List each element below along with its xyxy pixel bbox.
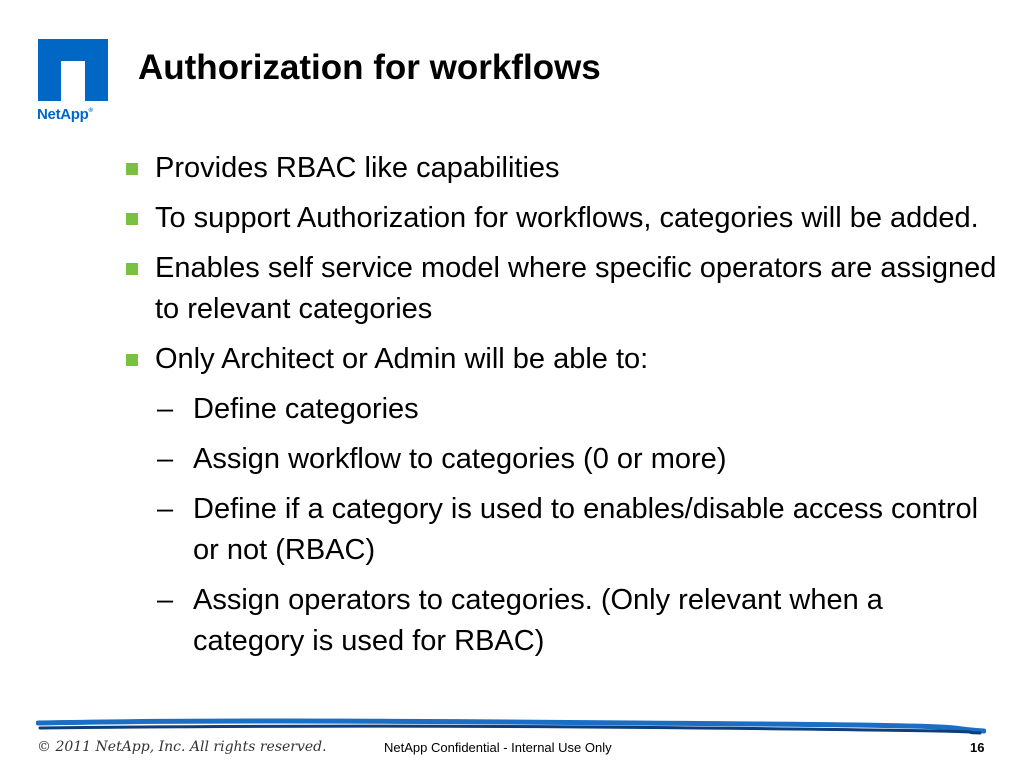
copyright-notice: © 2011 NetApp, Inc. All rights reserved.	[37, 739, 327, 755]
netapp-logo	[37, 38, 113, 124]
trademark-symbol: ®	[88, 108, 93, 114]
bullet-item	[120, 248, 1000, 330]
dash-marker: –	[157, 443, 174, 475]
confidentiality-notice: NetApp Confidential - Internal Use Only	[384, 740, 612, 755]
dash-marker: –	[157, 493, 174, 525]
footer-rule	[36, 714, 986, 740]
logo-wordmark	[37, 106, 93, 123]
sub-bullet-item	[120, 580, 1000, 662]
dash-marker: –	[157, 393, 174, 425]
bullet-text: Assign workflow to categories (0 or more)	[193, 443, 727, 475]
bullet-text: Provides RBAC like capabilities	[155, 152, 560, 184]
square-bullet-icon	[126, 213, 138, 225]
bullet-text: Define if a category is used to enables/disable access control or not (RBAC)	[193, 493, 979, 566]
bullet-text: Only Architect or Admin will be able to:	[155, 343, 649, 375]
bullet-text: Assign operators to categories. (Only relevant when a category is used for RBAC)	[193, 584, 883, 657]
bullet-text: Enables self service model where specific operators are assigned to relevant categories	[155, 252, 997, 325]
square-bullet-icon	[126, 354, 138, 366]
netapp-logo-icon	[38, 39, 108, 101]
bullet-item	[120, 148, 1000, 189]
page-number: 16	[970, 740, 985, 755]
slide-title: Authorization for workflows	[138, 48, 601, 87]
bullet-list	[120, 148, 1000, 671]
sub-bullet-item	[120, 389, 1000, 430]
dash-marker: –	[157, 584, 174, 616]
sub-bullet-item	[120, 489, 1000, 571]
square-bullet-icon	[126, 263, 138, 275]
square-bullet-icon	[126, 163, 138, 175]
bullet-text: To support Authorization for workflows, categories will be added.	[155, 202, 979, 234]
bullet-text: Define categories	[193, 393, 419, 425]
logo-name: NetApp	[37, 106, 89, 123]
bullet-item	[120, 339, 1000, 380]
sub-bullet-item	[120, 439, 1000, 480]
bullet-item	[120, 198, 1000, 239]
